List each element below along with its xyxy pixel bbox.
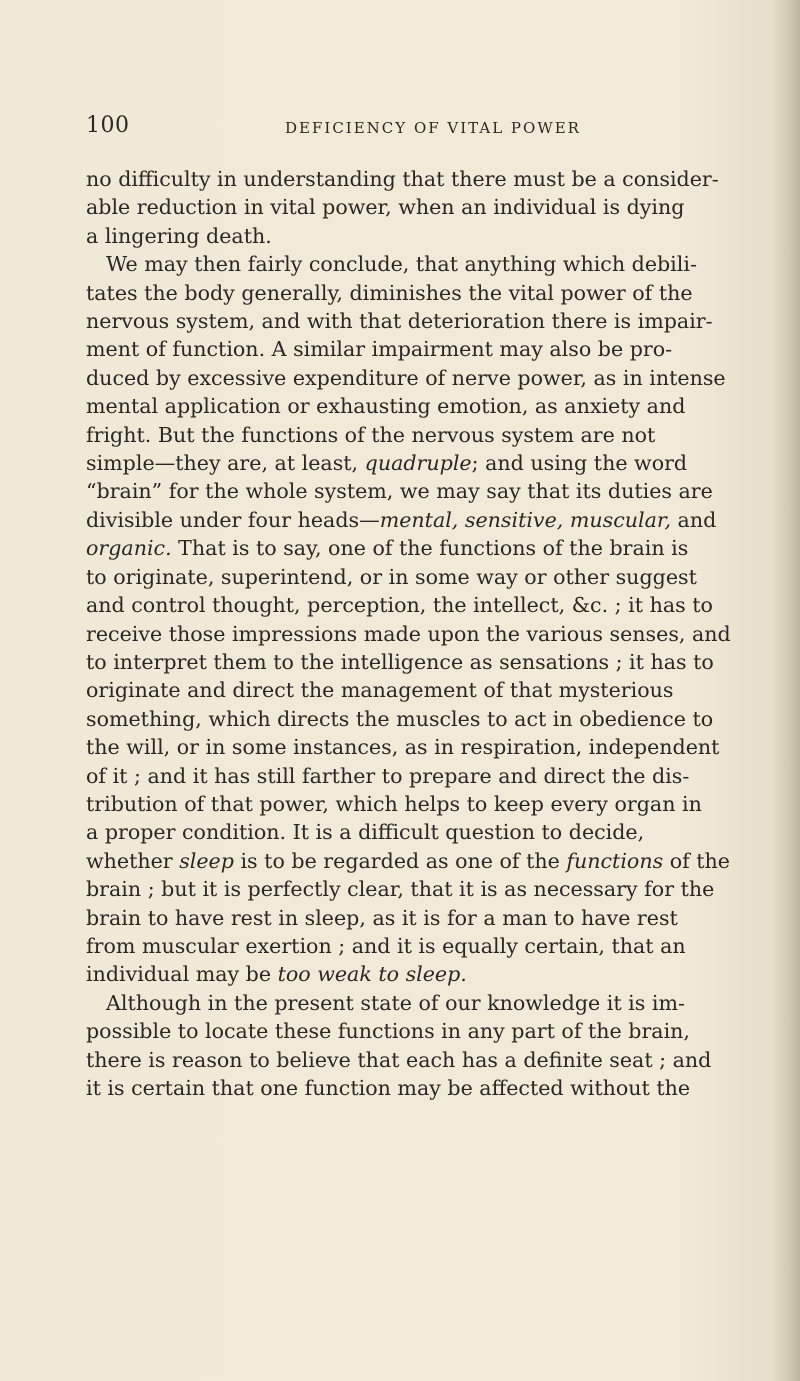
italic-run: functions bbox=[566, 848, 664, 873]
paragraph-3 bbox=[86, 989, 788, 1103]
text-line: ment of function. A similar impairment may also be pro- bbox=[86, 337, 673, 362]
text-line: a proper condition. It is a difficult question to decide, bbox=[86, 820, 645, 845]
text-run: and bbox=[671, 507, 717, 532]
italic-run: mental, sensitive, muscular, bbox=[379, 507, 671, 532]
text-line bbox=[86, 449, 788, 477]
text-line: possible to locate these functions in any part of the brain, bbox=[86, 1019, 690, 1044]
paragraph-1 bbox=[86, 165, 788, 250]
text-line: receive those impressions made upon the various senses, and bbox=[86, 621, 731, 646]
text-line: mental application or exhausting emotion, as anxiety and bbox=[86, 394, 686, 419]
text-line bbox=[86, 847, 788, 875]
text-line: duced by excessive expenditure of nerve power, as in intense bbox=[86, 365, 726, 390]
text-run: individual may be bbox=[86, 962, 278, 987]
text-line: tates the body generally, diminishes the vital power of the bbox=[86, 280, 693, 305]
text-line: of it ; and it has still farther to prepare and direct the dis- bbox=[86, 763, 690, 788]
text-line: tribution of that power, which helps to keep every organ in bbox=[86, 791, 702, 816]
text-run: divisible under four heads— bbox=[86, 507, 380, 532]
running-head: DEFICIENCY OF VITAL POWER bbox=[285, 119, 581, 137]
text-line: and control thought, perception, the intellect, &c. ; it has to bbox=[86, 593, 713, 618]
italic-run: organic. bbox=[86, 536, 172, 561]
text-line: nervous system, and with that deterioration there is impair- bbox=[86, 309, 713, 334]
text-line: “brain” for the whole system, we may say that its duties are bbox=[86, 479, 713, 504]
page-number: 100 bbox=[86, 113, 130, 138]
text-line: there is reason to believe that each has a definite seat ; and bbox=[86, 1047, 712, 1072]
text-line: the will, or in some instances, as in respiration, independent bbox=[86, 735, 720, 760]
text-line: from muscular exertion ; and it is equally certain, that an bbox=[86, 933, 686, 958]
page-header bbox=[86, 113, 700, 153]
text-run: of the bbox=[663, 848, 730, 873]
text-run: ; and using the word bbox=[471, 451, 688, 476]
text-line bbox=[86, 506, 788, 534]
body-text bbox=[86, 165, 788, 1102]
text-line bbox=[86, 960, 788, 988]
text-line: to originate, superintend, or in some way or other suggest bbox=[86, 564, 697, 589]
italic-run: sleep bbox=[179, 848, 234, 873]
text-line: to interpret them to the intelligence as sensations ; it has to bbox=[86, 649, 714, 674]
text-line: a lingering death. bbox=[86, 223, 272, 248]
text-line: We may then fairly conclude, that anything which debili- bbox=[106, 252, 697, 277]
text-run: is to be regarded as one of the bbox=[233, 848, 567, 873]
italic-run: too weak to sleep. bbox=[277, 962, 467, 987]
text-run: simple—they are, at least, bbox=[86, 451, 365, 476]
text-line: no difficulty in understanding that there must be a consider- bbox=[86, 167, 719, 191]
text-line: Although in the present state of our knowledge it is im- bbox=[106, 990, 685, 1015]
text-line: something, which directs the muscles to act in obedience to bbox=[86, 706, 714, 731]
text-line: fright. But the functions of the nervous system are not bbox=[86, 422, 656, 447]
text-line: brain to have rest in sleep, as it is for a man to have rest bbox=[86, 905, 678, 930]
text-line bbox=[86, 534, 788, 562]
text-line: it is certain that one function may be affected without the bbox=[86, 1076, 691, 1100]
text-run: That is to say, one of the functions of the brain is bbox=[171, 536, 689, 561]
paragraph-2 bbox=[86, 250, 788, 989]
text-run: whether bbox=[86, 848, 180, 873]
italic-run: quadruple bbox=[364, 451, 472, 476]
text-line: originate and direct the management of that mysterious bbox=[86, 678, 674, 703]
text-line: able reduction in vital power, when an individual is dying bbox=[86, 195, 685, 220]
text-line: brain ; but it is perfectly clear, that it is as necessary for the bbox=[86, 877, 715, 902]
